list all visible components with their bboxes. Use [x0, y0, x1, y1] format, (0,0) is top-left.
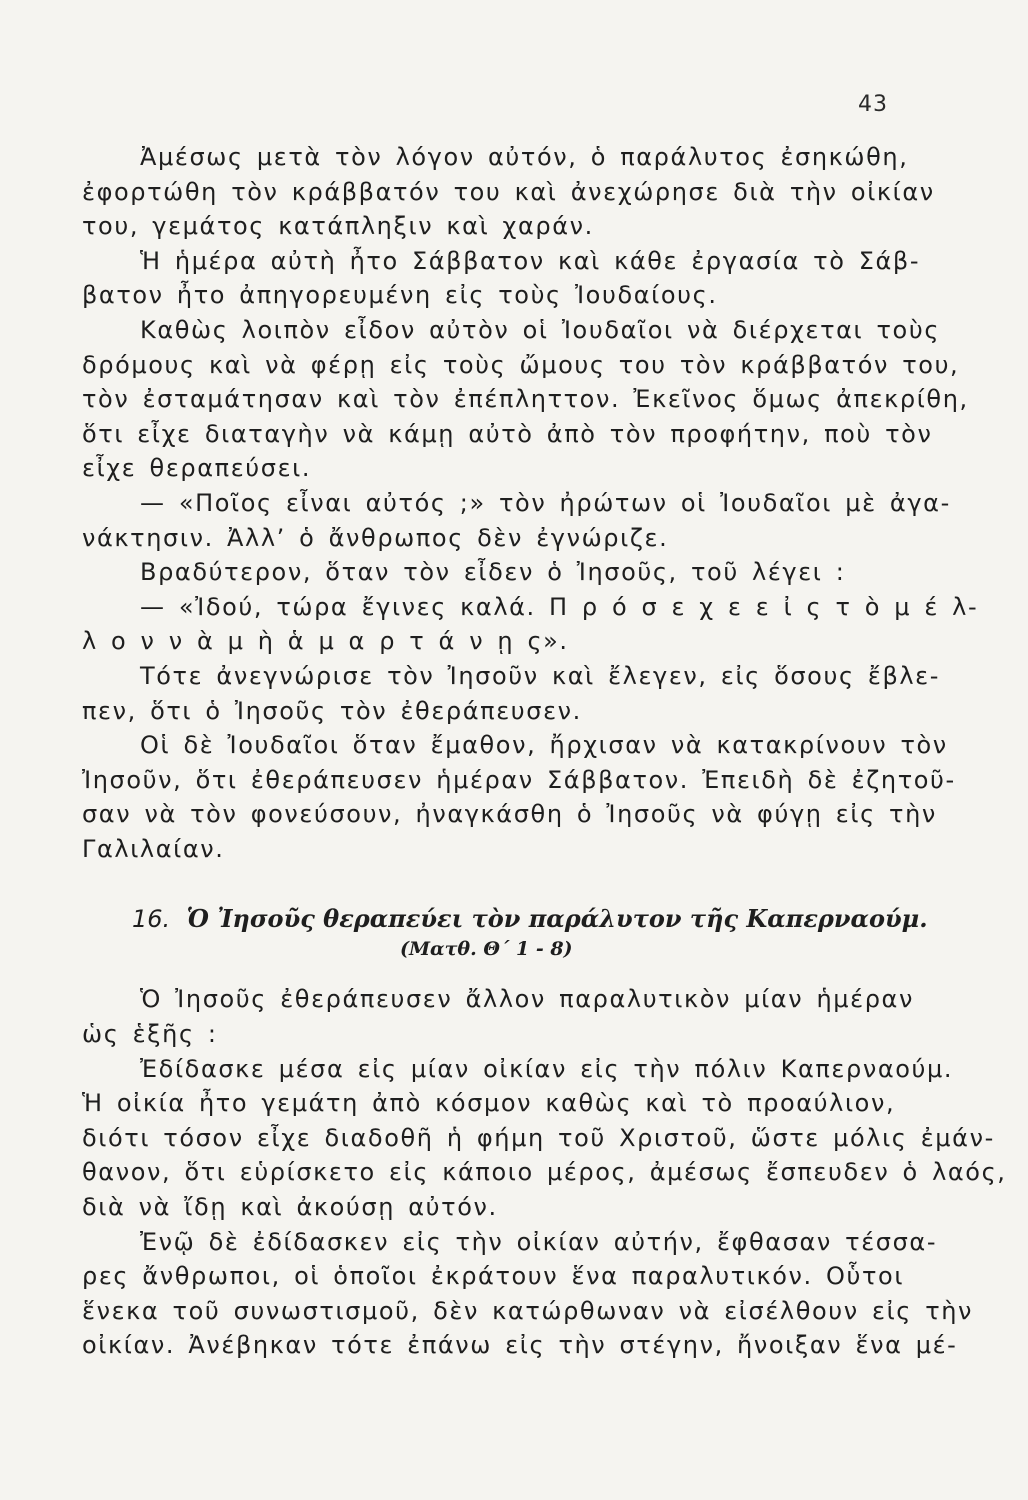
text-line: Τότε ἀνεγνώρισε τὸν Ἰησοῦν καὶ ἔλεγεν, εἰς ὅσους ἔβλε- [140, 661, 940, 690]
text-line: διότι τόσον εἶχε διαδοθῆ ἡ φήμη τοῦ Χριστοῦ, ὥστε μόλις ἐμάν- [82, 1123, 995, 1152]
section-number: 16. [132, 905, 171, 934]
text-line: ὡς ἑξῆς : [82, 1020, 218, 1049]
text-line: Ἐδίδασκε μέσα εἰς μίαν οἰκίαν εἰς τὴν πόλιν Καπερναούμ. [140, 1054, 954, 1083]
text-line: διὰ νὰ ἴδῃ καὶ ἀκούσῃ αὐτόν. [82, 1193, 498, 1222]
section-heading [82, 902, 952, 936]
text-line: Βραδύτερον, ὅταν τὸν εἶδεν ὁ Ἰησοῦς, τοῦ λέγει : [140, 558, 846, 587]
text-line: λ ο ν ν ὰ μ ὴ ἁ μ α ρ τ ά ν ῃ ς». [82, 627, 569, 656]
text-line: Καθὼς λοιπὸν εἶδον αὐτὸν οἱ Ἰουδαῖοι νὰ διέρχεται τοὺς [140, 315, 941, 344]
text-line: βατον ἦτο ἀπηγορευμένη εἰς τοὺς Ἰουδαίους. [82, 281, 718, 310]
text-line: Ἀμέσως μετὰ τὸν λόγον αὐτόν, ὁ παράλυτος ἐσηκώθη, [140, 143, 909, 171]
text-line: ἕνεκα τοῦ συνωστισμοῦ, δὲν κατώρθωναν νὰ εἰσέλθουν εἰς τὴν [82, 1296, 974, 1325]
text-line: οἰκίαν. Ἀνέβηκαν τότε ἐπάνω εἰς τὴν στέγην, ἤνοιξαν ἕνα μέ- [82, 1331, 958, 1360]
page-number: 43 [858, 92, 888, 117]
section-title: Ὁ Ἰησοῦς θεραπεύει τὸν παράλυτον τῆς Καπερναούμ. [186, 904, 928, 934]
text-line: τὸν ἐσταμάτησαν καὶ τὸν ἐπέπληττον. Ἐκεῖνος ὅμως ἀπεκρίθη, [82, 385, 969, 414]
text-line: εἶχε θεραπεύσει. [82, 454, 312, 483]
text-line: ρες ἄνθρωποι, οἱ ὁποῖοι ἐκράτουν ἕνα παραλυτικόν. Οὗτοι [82, 1262, 905, 1291]
text-line: Ὁ Ἰησοῦς ἐθεράπευσεν ἄλλον παραλυτικὸν μίαν ἡμέραν [140, 985, 914, 1014]
text-line: Ἰησοῦν, ὅτι ἐθεράπευσεν ἡμέραν Σάββατον. Ἐπειδὴ δὲ ἐζητοῦ- [82, 765, 956, 794]
text-line: θανον, ὅτι εὑρίσκετο εἰς κάποιο μέρος, ἀμέσως ἔσπευδεν ὁ λαός, [82, 1158, 1007, 1187]
text-line: — «Ποῖος εἶναι αὐτός ;» τὸν ἠρώτων οἱ Ἰουδαῖοι μὲ ἀγα- [140, 488, 951, 517]
text-line: — «Ἰδού, τώρα ἔγινες καλά. Π ρ ό σ ε χ ε ε ἰ ς τ ὸ μ έ λ- [140, 592, 979, 621]
text-line: ἐφορτώθη τὸν κράββατόν του καὶ ἀνεχώρησε διὰ τὴν οἰκίαν [82, 177, 935, 206]
text-line: σαν νὰ τὸν φονεύσουν, ἠναγκάσθη ὁ Ἰησοῦς νὰ φύγῃ εἰς τὴν [82, 800, 937, 829]
section-reference: (Ματθ. Θ΄ 1 - 8) [400, 938, 573, 961]
text-line: Ἡ ἡμέρα αὐτὴ ἦτο Σάββατον καὶ κάθε ἐργασία τὸ Σάβ- [140, 246, 921, 275]
text-line: νάκτησιν. Ἀλλ’ ὁ ἄνθρωπος δὲν ἐγνώριζε. [82, 523, 669, 552]
text-line: πεν, ὅτι ὁ Ἰησοῦς τὸν ἐθεράπευσεν. [82, 696, 582, 725]
text-before-section [82, 140, 979, 866]
page-text [82, 140, 1007, 1363]
text-line: Οἱ δὲ Ἰουδαῖοι ὅταν ἔμαθον, ἤρχισαν νὰ κατακρίνουν τὸν [140, 731, 948, 760]
text-line: Ἐνῷ δὲ ἐδίδασκεν εἰς τὴν οἰκίαν αὐτήν, ἔφθασαν τέσσα- [140, 1227, 938, 1256]
text-line: ὅτι εἶχε διαταγὴν νὰ κάμῃ αὐτὸ ἀπὸ τὸν προφήτην, ποὺ τὸν [82, 419, 933, 448]
text-line: του, γεμάτος κατάπληξιν καὶ χαράν. [82, 212, 594, 241]
text-line: Γαλιλαίαν. [82, 834, 225, 863]
text-line: Ἡ οἰκία ἦτο γεμάτη ἀπὸ κόσμον καθὼς καὶ τὸ προαύλιον, [82, 1089, 896, 1118]
text-after-section [82, 982, 1007, 1363]
text-line: δρόμους καὶ νὰ φέρῃ εἰς τοὺς ὤμους του τὸν κράββατόν του, [82, 350, 960, 379]
